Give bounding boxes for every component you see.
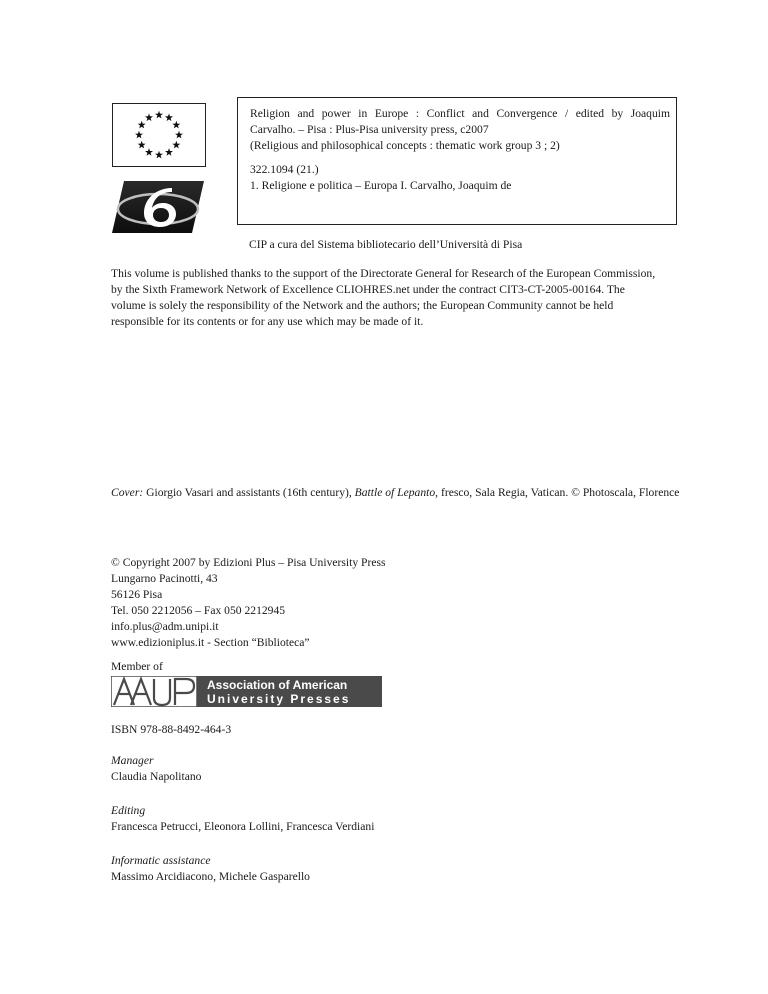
cover-work-title: Battle of Lepanto <box>354 486 436 499</box>
credit-role: Informatic assistance <box>111 854 211 867</box>
credit-role: Editing <box>111 804 146 817</box>
funding-statement <box>111 266 671 330</box>
eu-star-icon <box>138 121 146 129</box>
eu-star-icon <box>172 121 180 129</box>
copyright-line: © Copyright 2007 by Edizioni Plus – Pisa University Press <box>111 556 386 569</box>
funding-line: This volume is published thanks to the support of the Directorate General for Research of the European Commission, <box>111 267 656 280</box>
eu-star-icon <box>155 111 163 119</box>
eu-star-icon <box>155 151 163 159</box>
eu-star-icon <box>138 141 146 149</box>
funding-line: responsible for its contents or for any use which may be made of it. <box>111 315 424 328</box>
publisher-address: Lungarno Pacinotti, 43 <box>111 572 218 585</box>
cip-subjects: 1. Religione e politica – Europa I. Carvalho, Joaquim de <box>250 179 512 192</box>
eu-star-icon <box>165 148 173 156</box>
publisher-website: www.edizioniplus.it - Section “Biblioteca” <box>111 636 310 649</box>
cover-artist: Giorgio Vasari and assistants (16th century), <box>143 486 355 499</box>
isbn: ISBN 978-88-8492-464-3 <box>111 723 232 736</box>
publisher-info <box>111 555 386 651</box>
eu-flag-icon <box>112 103 206 167</box>
eu-star-icon <box>135 131 143 139</box>
funding-line: volume is solely the responsibility of the Network and the authors; the European Community cannot be held <box>111 299 614 312</box>
credit-names: Massimo Arcidiacono, Michele Gasparello <box>111 870 310 883</box>
aaup-name-line1: Association of American <box>207 678 348 692</box>
cip-line: (Religious and philosophical concepts : thematic work group 3 ; 2) <box>250 139 560 152</box>
cip-record <box>237 97 677 225</box>
member-of-label: Member of <box>111 660 163 673</box>
eu-star-icon <box>172 141 180 149</box>
aaup-logo-icon <box>111 676 382 707</box>
cip-class-number: 322.1094 (21.) <box>250 163 319 176</box>
credit-editing <box>111 803 374 835</box>
fp6-logo-icon <box>110 179 206 235</box>
cover-details: , fresco, Sala Regia, Vatican. © Photoscala, Florence <box>435 486 680 499</box>
credit-informatic <box>111 853 310 885</box>
credit-names: Claudia Napolitano <box>111 770 202 783</box>
publisher-postcode: 56126 Pisa <box>111 588 163 601</box>
eu-star-icon <box>145 113 153 121</box>
credit-manager <box>111 753 201 785</box>
credit-role: Manager <box>111 754 154 767</box>
eu-star-icon <box>165 113 173 121</box>
cip-line: Carvalho. – Pisa : Plus-Pisa university press, c2007 <box>250 123 489 136</box>
eu-star-icon <box>145 148 153 156</box>
cover-label: Cover: <box>111 486 144 499</box>
credit-names: Francesca Petrucci, Eleonora Lollini, Francesca Verdiani <box>111 820 375 833</box>
cover-credit <box>111 485 679 501</box>
funding-line: by the Sixth Framework Network of Excellence CLIOHRES.net under the contract CIT3-CT-2005-00164. The <box>111 283 625 296</box>
cip-line: Religion and power in Europe : Conflict and Convergence / edited by Joaquim <box>250 107 670 120</box>
aaup-name-line2: University Presses <box>207 692 351 706</box>
publisher-phone: Tel. 050 2212056 – Fax 050 2212945 <box>111 604 286 617</box>
eu-star-icon <box>175 131 183 139</box>
cip-note: CIP a cura del Sistema bibliotecario dell’Università di Pisa <box>249 238 523 251</box>
publisher-email: info.plus@adm.unipi.it <box>111 620 219 633</box>
